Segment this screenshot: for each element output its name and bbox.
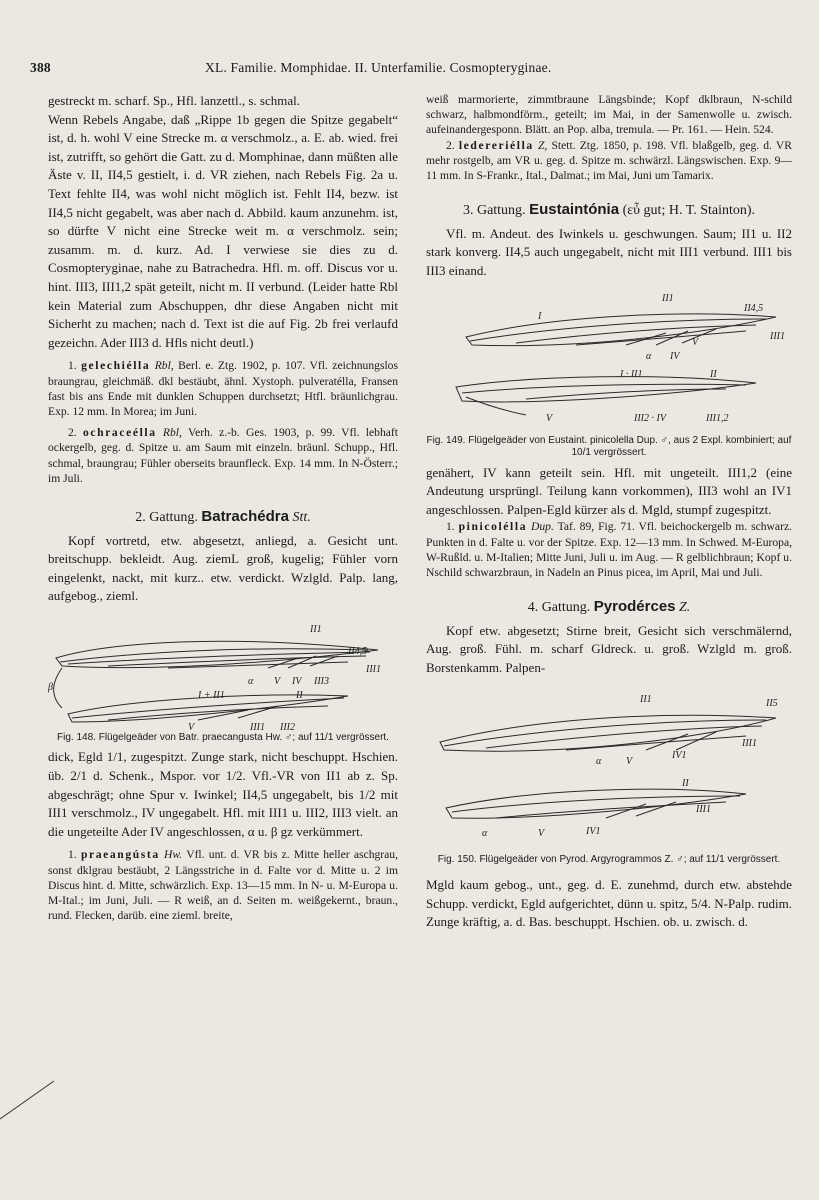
genus-number: 4. Gattung. [527,600,591,616]
species-name: gelechiélla [81,359,151,373]
vein-label: II [682,777,689,789]
vein-label: V [546,412,553,424]
vein-label: III1 [742,737,757,749]
page-header [30,60,790,82]
species-ref: Stett. Ztg. 1850, p. 198. [551,138,667,152]
genus-number: 3. Gattung. [462,203,526,219]
vein-label: II4,5 [744,302,764,314]
species-name: praeangústa [80,848,160,862]
species-author: Z, [537,138,548,152]
vein-label: III1 [366,663,381,675]
vein-label: III1,2 [706,412,729,424]
species-ochraceella [48,425,398,486]
genus-heading-pyroderces [426,598,792,618]
species-author: Dup. [531,520,554,534]
vein-label: IV [292,675,302,687]
genus-author: Stt. [292,509,311,525]
genus-description: Kopf etw. abgesetzt; Stirne breit, Gesicht sich verschmälernd, Aug. groß. Fühl. m. scharf Gldreck. u. groß. Wzlgld m. groß. Borstenkamm. Palpen- [426,622,792,675]
vein-label: V [274,675,281,687]
running-title: XL. Familie. Momphidae. II. Unterfamilie. Cosmopteryginae. [205,60,552,75]
vein-label: V [626,755,633,767]
margin-pencil-mark [0,1075,60,1125]
species-text: Vfl. unt. d. VR bis z. Mitte heller aschgrau, sonst dklgrau bestäubt, 2 Längsstriche in d. Falte vor d. Mitte u. 2 im Discus hint. d. Mitte, schwärzlich. Exp. 13—15 mm. In N- u. M-Europa u. M-Ital.; im Juni, Juli. — R weiß, an d. Seiten m. weißgekernt., braun., rund. Flecken, darüb. eine zieml. breite, [48,848,398,923]
genus-etymology: (εὖ gut; H. T. Stainton). [622,203,756,219]
species-number: 1. [68,359,77,373]
vein-label: III1 [770,330,785,342]
vein-label: I · II1 [620,368,643,380]
vein-label: V [538,827,545,839]
species-number: 2. [68,426,77,440]
left-intro-line: gestreckt m. scharf. Sp., Hfl. lanzettl., s. schmal. [48,93,300,108]
genus-description-cont: dick, Egld 1/1, zugespitzt. Zunge stark, nicht beschuppt. Hschien. üb. 2/1 d. Schenk., Mspor. vor 1/2. Vfl.-VR von II1 ab z. Sp. abgeschrägt; ohne Spur v. Iwinkel; II4,5 ungegabelt, bis 1/2 mit III1 verschmolz., IV ungegabelt. Hfl. mit III1 u. III2, III3 vielt. an die ungeteilte Ader IV angeschlossen, α u. β gz verkümmert. [48,749,398,839]
species-number: 1. [68,848,77,862]
vein-label: II4,5 [348,645,368,657]
genus-description: Kopf vortretd, etw. abgesetzt, anliegd, a. Gesicht unt. breitschupp. bekleidt. Aug. ziemL groß, kugelig; Fühler vorn eingelenkt, nackt, mit kurz.. etw. verdickt. Wzlgld. Palp. lang, aufgebog., zieml. [48,532,398,604]
species-gelechiella [48,358,398,419]
vein-label: II1 [310,623,322,635]
genus-name: Pyrodérces [593,598,676,616]
vein-label: II1 [662,292,674,304]
species-author: Rbl, [162,426,182,440]
genus-name: Batrachédra [201,507,289,525]
wing-venation-diagram [426,287,792,435]
vein-label: β [48,681,53,693]
species-continuation: weiß marmorierte, zimmtbraune Längsbinde; Kopf dklbraun, N-schild schwarz, halbmondförm., geteilt; im Mai, in der Samenwolle u. zwisch. aufeinandergesponn. Blätt. an Pop. alba, tremula. — Pr. 161. — Hein. 524. [426,93,792,137]
right-column [426,92,792,932]
species-author: Rbl, [154,359,174,373]
wing-venation-diagram [426,684,792,854]
figure-149 [426,287,792,460]
left-column [48,92,398,923]
genus-heading-batrachedra [48,508,398,528]
vein-label: α [482,827,488,839]
vein-label: α [248,675,254,687]
vein-label: α [596,755,602,767]
genus-description-cont: Mgld kaum gebog., unt., geg. d. E. zunehmd, durch etw. abstehde Schupp. verdickt, Egld aufgerichtet, dünn u. spitz, 5/4. N-Palp. rudim. Zunge kräftig, a. d. Bas. beschuppt. Hschien. ob. u. zwisch. d. [426,877,792,930]
vein-label: II [296,689,303,701]
species-text: Vfl. lebhaft ockergelb, geg. d. Spitze u. am Saum mit einzeln. bräunl. Schupp., Hfl. schmal, braungrau; Fühler oberseits braunfleck. Exp. 14 mm. In N-Österr.; im Juli. [48,426,398,485]
genus-author: Z. [679,600,691,616]
figure-caption: Fig. 150. Flügelgeäder von Pyrod. Argyrogrammos Z. ♂; auf 11/1 vergrössert. [437,853,781,865]
species-ref: Verh. z.-b. Ges. 1903, p. 99. [188,426,336,440]
species-author: Hw. [164,848,183,862]
figure-150 [426,684,792,867]
vein-label: III3 [314,675,329,687]
species-text: Vfl. blaßgelb, geg. d. VR mehr rostgelb, am VR u. geg. d. Spitze m. schwärzl. Längswischen. Exp. 9—11 mm. In S-Frankr., Ital., Dalmat.; im Mai, Juni um Tamarix. [426,138,792,183]
vein-label: II [710,368,717,380]
vein-label: V [692,336,699,348]
species-name: pinicoléllа [458,520,528,534]
figure-caption: Fig. 148. Flügelgeäder von Batr. praecangusta Hw. ♂; auf 11/1 vergrössert. [57,731,389,743]
vein-label: V [188,721,195,732]
figure-148 [48,612,398,745]
species-number: 1. [446,520,455,534]
species-name: ledereriélla [458,138,534,152]
vein-label: IV1 [672,749,687,761]
vein-label: III2 · IV [634,412,666,424]
vein-label: II1 [640,693,652,705]
genus-name: Eustaintónia [529,201,620,219]
vein-label: II5 [766,697,778,709]
species-pinicolella [426,519,792,580]
species-text: Taf. 89, Fig. 71. Vfl. beichockergelb m. schwarz. Punkten in d. Falte u. vor der Spitze. Exp. 12—13 mm. In Schwed. M-Europa, W-Rußld. u. M-Italien; Mitte Juni, Juli u. im Aug. — R gelblichbraun; Kopf u. Nschild schwarzbraun, in Nadeln an Pinus picea, im April, Mai und Juli. [426,520,792,579]
genus-heading-eustaintonia [426,201,792,221]
vein-label: III1 [696,803,711,815]
left-intro-para: Wenn Rebels Angabe, daß „Rippe 1b gegen die Spitze gegabelt“ ist, d. h. wohl V eine Strecke m. α verschmolz., a. E. ab. wied. frei ist, zutrifft, so gehört die Gatt. zu d. Momphinae, dann müßten alle Äste v. II, II4,5 gestielt, i. d. VR ziehen, nach Rebels Fig. 2a u. Text fehlte II4, was wohl nicht möglich ist. Fehlt II4, bezw. ist II4,5 nicht gegabelt, was aber nach d. Abbild. kaum anzunehm. ist, so dürfte V nicht eine Strecke weit m. α verschmolz. sein; zusamm. m. d. kurz. Ad. I verwiese sie dies zu d. Cosmopteryginae, nahe zu Batrachedra. Hfl. m. off. Discus vor u. hint. III3, III1,2 spät geteilt, nicht m. II verbund. (Leider hatte Rbl kein Material zum Abschuppen, dhr diese Angaben nicht mit Sicherht zu machen; nach d. Text ist die auf Fig. 2b frei verlaufd gezeichn. Ader III3 d. Hfls nicht deutl.) [48,111,398,350]
genus-description-cont: genähert, IV kann geteilt sein. Hfl. mit ungeteilt. III1,2 (eine Andeutung ursprüngl. Teilung kann vorkommen), III3 wohl an IV1 angeschlossen. Palpen-Egld kürzer als d. Mgld, stumpf zugespitzt. [426,464,792,517]
vein-label: α [646,350,652,362]
species-number: 2. [446,138,455,152]
vein-label: III1 [250,721,265,732]
vein-label: III2 [280,721,295,732]
vein-label: I + II1 [198,689,225,701]
wing-venation-diagram [48,612,398,732]
genus-description: Vfl. m. Andeut. des Iwinkels u. geschwungen. Saum; II1 u. II2 stark konverg. II4,5 auch ungegabelt, nicht mit III1 verbund. III1 bis III3 einand. [426,225,792,278]
vein-label: IV [670,350,680,362]
vein-label: IV1 [586,825,601,837]
vein-label: I [538,310,542,322]
species-name: ochraceélla [83,426,157,440]
figure-caption: Fig. 149. Flügelgeäder von Eustaint. pinicolella Dup. ♂, aus 2 Expl. kombiniert; auf 10/1 vergrössert. [426,434,792,459]
species-text: Vfl. zeichnungslos braungrau, gleichmäß. dkl bestäubt, ähnl. Xystoph. pulveratélla, Fransen fast bis ans Ende mit dunklen Schuppen durchsetzt; Htfl. bräunlichgrau. Exp. 12 mm. In Morea; im Juni. [48,359,398,418]
genus-number: 2. Gattung. [135,509,198,525]
species-ref: Berl. e. Ztg. 1902, p. 107. [178,359,306,373]
page-number: 388 [30,60,51,75]
species-praeangusta [48,847,398,923]
species-ledereriella [426,138,792,184]
